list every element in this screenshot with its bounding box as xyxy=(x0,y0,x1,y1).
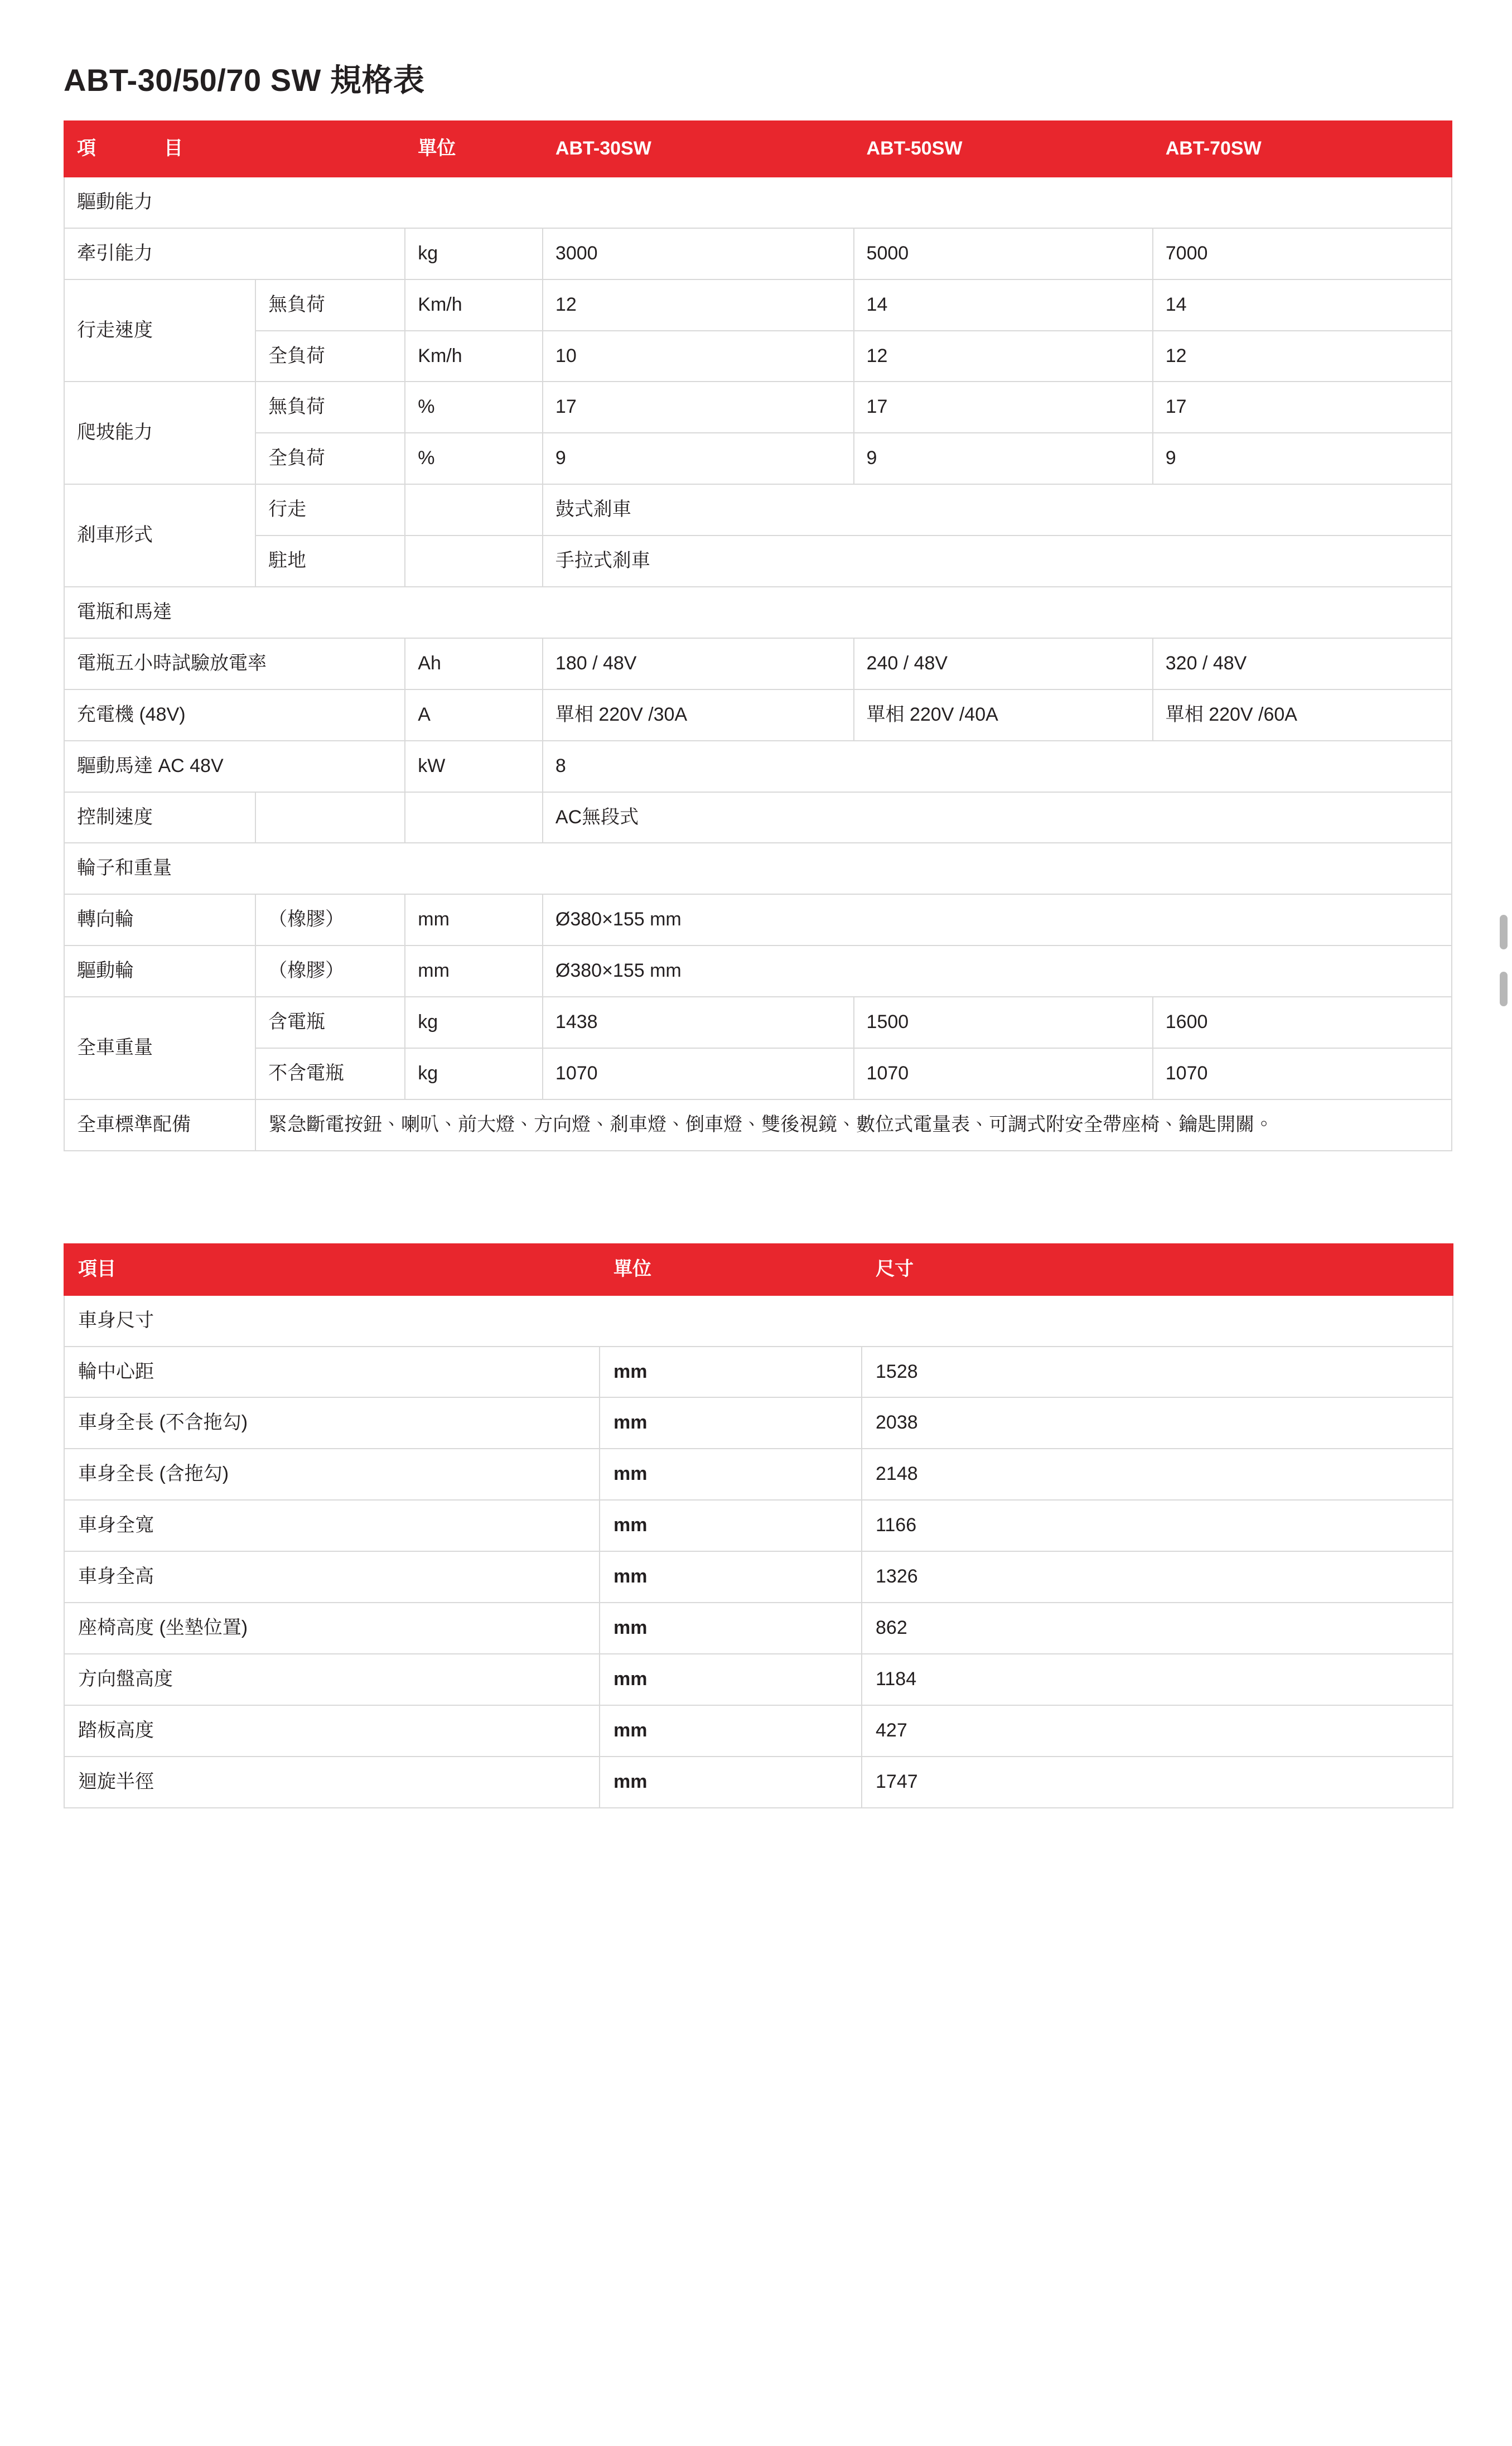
page-title: ABT-30/50/70 SW 規格表 xyxy=(64,62,425,98)
row-label: 行走速度 xyxy=(64,279,255,382)
header-abt50sw: ABT-50SW xyxy=(854,121,1153,177)
table-group-row xyxy=(64,843,1452,894)
table-row xyxy=(64,1551,1453,1603)
table-row xyxy=(64,792,1452,843)
table-row xyxy=(64,1603,1453,1654)
table-row xyxy=(64,228,1452,279)
row-value-abt30sw: 17 xyxy=(543,382,854,433)
row-value-all: AC無段式 xyxy=(543,792,1452,843)
row-label: 充電機 (48V) xyxy=(64,689,405,741)
table-row xyxy=(64,1347,1453,1398)
row-value-abt50sw: 1070 xyxy=(854,1048,1153,1099)
row-value-abt50sw: 240 / 48V xyxy=(854,638,1153,689)
row-value-abt30sw: 10 xyxy=(543,331,854,382)
dims-row-unit: mm xyxy=(600,1347,862,1398)
dims-row-label: 車身全長 (不含拖勾) xyxy=(64,1397,600,1449)
group-title-battery-motor: 電瓶和馬達 xyxy=(64,587,1452,638)
dims-row-unit: mm xyxy=(600,1705,862,1757)
table-row xyxy=(64,1654,1453,1705)
row-value-abt70sw: 7000 xyxy=(1153,228,1452,279)
scroll-thumb-lower[interactable] xyxy=(1500,972,1508,1006)
table-row xyxy=(64,1449,1453,1500)
table-row xyxy=(64,331,1452,382)
row-label: 驅動馬達 AC 48V xyxy=(64,741,405,792)
dims-row-value: 427 xyxy=(862,1705,1453,1757)
row-value-abt30sw: 180 / 48V xyxy=(543,638,854,689)
dims-row-value: 2148 xyxy=(862,1449,1453,1500)
row-unit xyxy=(405,535,543,587)
row-unit xyxy=(405,484,543,535)
standard-equipment-label: 全車標準配備 xyxy=(64,1099,255,1151)
table-row-standard-equipment xyxy=(64,1099,1452,1151)
dims-row-label: 輪中心距 xyxy=(64,1347,600,1398)
dims-row-value: 1184 xyxy=(862,1654,1453,1705)
row-unit: Ah xyxy=(405,638,543,689)
row-unit: kW xyxy=(405,741,543,792)
dims-row-unit: mm xyxy=(600,1397,862,1449)
row-value-all: Ø380×155 mm xyxy=(543,945,1452,997)
table-row xyxy=(64,1757,1453,1808)
dims-row-label: 車身全高 xyxy=(64,1551,600,1603)
row-sublabel: 行走 xyxy=(255,484,405,535)
dims-row-value: 862 xyxy=(862,1603,1453,1654)
row-unit: kg xyxy=(405,997,543,1048)
row-sublabel: 無負荷 xyxy=(255,279,405,331)
row-value-all: 鼓式剎車 xyxy=(543,484,1452,535)
row-value-abt70sw: 17 xyxy=(1153,382,1452,433)
row-value-abt70sw: 320 / 48V xyxy=(1153,638,1452,689)
dims-header-row xyxy=(64,1244,1453,1295)
row-sublabel: 不含電瓶 xyxy=(255,1048,405,1099)
dims-header-size: 尺寸 xyxy=(862,1244,1453,1295)
dims-group-row xyxy=(64,1295,1453,1347)
scroll-indicator[interactable] xyxy=(1500,915,1512,1029)
row-value-abt50sw: 5000 xyxy=(854,228,1153,279)
row-value-abt50sw: 單相 220V /40A xyxy=(854,689,1153,741)
row-value-abt70sw: 9 xyxy=(1153,433,1452,484)
row-label: 全車重量 xyxy=(64,997,255,1099)
dims-row-value: 1528 xyxy=(862,1347,1453,1398)
row-value-all: 8 xyxy=(543,741,1452,792)
row-label: 剎車形式 xyxy=(64,484,255,587)
row-value-abt50sw: 17 xyxy=(854,382,1153,433)
table-row xyxy=(64,484,1452,535)
row-sublabel: （橡膠） xyxy=(255,894,405,945)
header-abt70sw: ABT-70SW xyxy=(1153,121,1452,177)
table-row xyxy=(64,894,1452,945)
dims-header-item: 項目 xyxy=(64,1244,600,1295)
row-value-abt50sw: 1500 xyxy=(854,997,1153,1048)
row-value-abt30sw: 1438 xyxy=(543,997,854,1048)
group-title-drive: 驅動能力 xyxy=(64,177,1452,228)
table-row xyxy=(64,741,1452,792)
dims-row-label: 車身全寬 xyxy=(64,1500,600,1551)
row-sublabel: 全負荷 xyxy=(255,331,405,382)
table-row xyxy=(64,1705,1453,1757)
table-row xyxy=(64,1048,1452,1099)
dimensions-table xyxy=(64,1243,1453,1808)
row-sublabel: 無負荷 xyxy=(255,382,405,433)
dims-row-value: 1326 xyxy=(862,1551,1453,1603)
row-unit: % xyxy=(405,433,543,484)
header-item: 項 目 xyxy=(64,121,405,177)
dims-row-unit: mm xyxy=(600,1654,862,1705)
row-sublabel: 含電瓶 xyxy=(255,997,405,1048)
header-abt30sw: ABT-30SW xyxy=(543,121,854,177)
dims-header-unit: 單位 xyxy=(600,1244,862,1295)
row-value-abt70sw: 1600 xyxy=(1153,997,1452,1048)
dims-row-label: 車身全長 (含拖勾) xyxy=(64,1449,600,1500)
row-label: 轉向輪 xyxy=(64,894,255,945)
row-value-abt30sw: 9 xyxy=(543,433,854,484)
row-value-abt30sw: 1070 xyxy=(543,1048,854,1099)
table-group-row xyxy=(64,177,1452,228)
table-row xyxy=(64,638,1452,689)
row-sublabel: 全負荷 xyxy=(255,433,405,484)
row-value-abt70sw: 14 xyxy=(1153,279,1452,331)
table-group-row xyxy=(64,587,1452,638)
row-value-all: Ø380×155 mm xyxy=(543,894,1452,945)
dims-row-label: 方向盤高度 xyxy=(64,1654,600,1705)
table-row xyxy=(64,945,1452,997)
row-value-abt30sw: 單相 220V /30A xyxy=(543,689,854,741)
row-sublabel: 駐地 xyxy=(255,535,405,587)
scroll-thumb-upper[interactable] xyxy=(1500,915,1508,949)
row-value-abt50sw: 9 xyxy=(854,433,1153,484)
table-row xyxy=(64,1500,1453,1551)
dims-row-unit: mm xyxy=(600,1603,862,1654)
row-value-abt70sw: 12 xyxy=(1153,331,1452,382)
row-value-abt50sw: 12 xyxy=(854,331,1153,382)
table-row xyxy=(64,535,1452,587)
row-unit: Km/h xyxy=(405,331,543,382)
dims-row-value: 2038 xyxy=(862,1397,1453,1449)
dims-row-label: 踏板高度 xyxy=(64,1705,600,1757)
table-row xyxy=(64,279,1452,331)
row-value-abt50sw: 14 xyxy=(854,279,1153,331)
row-sublabel xyxy=(255,792,405,843)
row-label: 驅動輪 xyxy=(64,945,255,997)
dims-row-unit: mm xyxy=(600,1757,862,1808)
row-unit xyxy=(405,792,543,843)
row-unit: kg xyxy=(405,228,543,279)
dims-row-value: 1747 xyxy=(862,1757,1453,1808)
dims-group-title: 車身尺寸 xyxy=(64,1295,1453,1347)
row-value-all: 手拉式剎車 xyxy=(543,535,1452,587)
group-title-wheels-weight: 輪子和重量 xyxy=(64,843,1452,894)
table-row xyxy=(64,689,1452,741)
row-unit: mm xyxy=(405,945,543,997)
row-value-abt70sw: 1070 xyxy=(1153,1048,1452,1099)
specification-table xyxy=(64,120,1452,1151)
dims-row-label: 座椅高度 (坐墊位置) xyxy=(64,1603,600,1654)
dims-row-unit: mm xyxy=(600,1449,862,1500)
row-unit: kg xyxy=(405,1048,543,1099)
row-label: 爬坡能力 xyxy=(64,382,255,484)
row-label: 控制速度 xyxy=(64,792,255,843)
row-unit: Km/h xyxy=(405,279,543,331)
row-label: 牽引能力 xyxy=(64,228,405,279)
dims-row-value: 1166 xyxy=(862,1500,1453,1551)
table-header-row xyxy=(64,121,1452,177)
table-row xyxy=(64,382,1452,433)
row-unit: % xyxy=(405,382,543,433)
row-label: 電瓶五小時試驗放電率 xyxy=(64,638,405,689)
section-divider xyxy=(50,1151,1462,1243)
dims-row-unit: mm xyxy=(600,1551,862,1603)
dims-row-unit: mm xyxy=(600,1500,862,1551)
header-unit: 單位 xyxy=(405,121,543,177)
table-row xyxy=(64,433,1452,484)
table-row xyxy=(64,1397,1453,1449)
row-value-abt70sw: 單相 220V /60A xyxy=(1153,689,1452,741)
table-row xyxy=(64,997,1452,1048)
dims-row-label: 迴旋半徑 xyxy=(64,1757,600,1808)
row-value-abt30sw: 12 xyxy=(543,279,854,331)
row-unit: mm xyxy=(405,894,543,945)
row-unit: A xyxy=(405,689,543,741)
standard-equipment-text: 緊急斷電按鈕、喇叭、前大燈、方向燈、剎車燈、倒車燈、雙後視鏡、數位式電量表、可調式附安全帶座椅、鑰匙開關。 xyxy=(255,1099,1452,1151)
row-value-abt30sw: 3000 xyxy=(543,228,854,279)
row-sublabel: （橡膠） xyxy=(255,945,405,997)
